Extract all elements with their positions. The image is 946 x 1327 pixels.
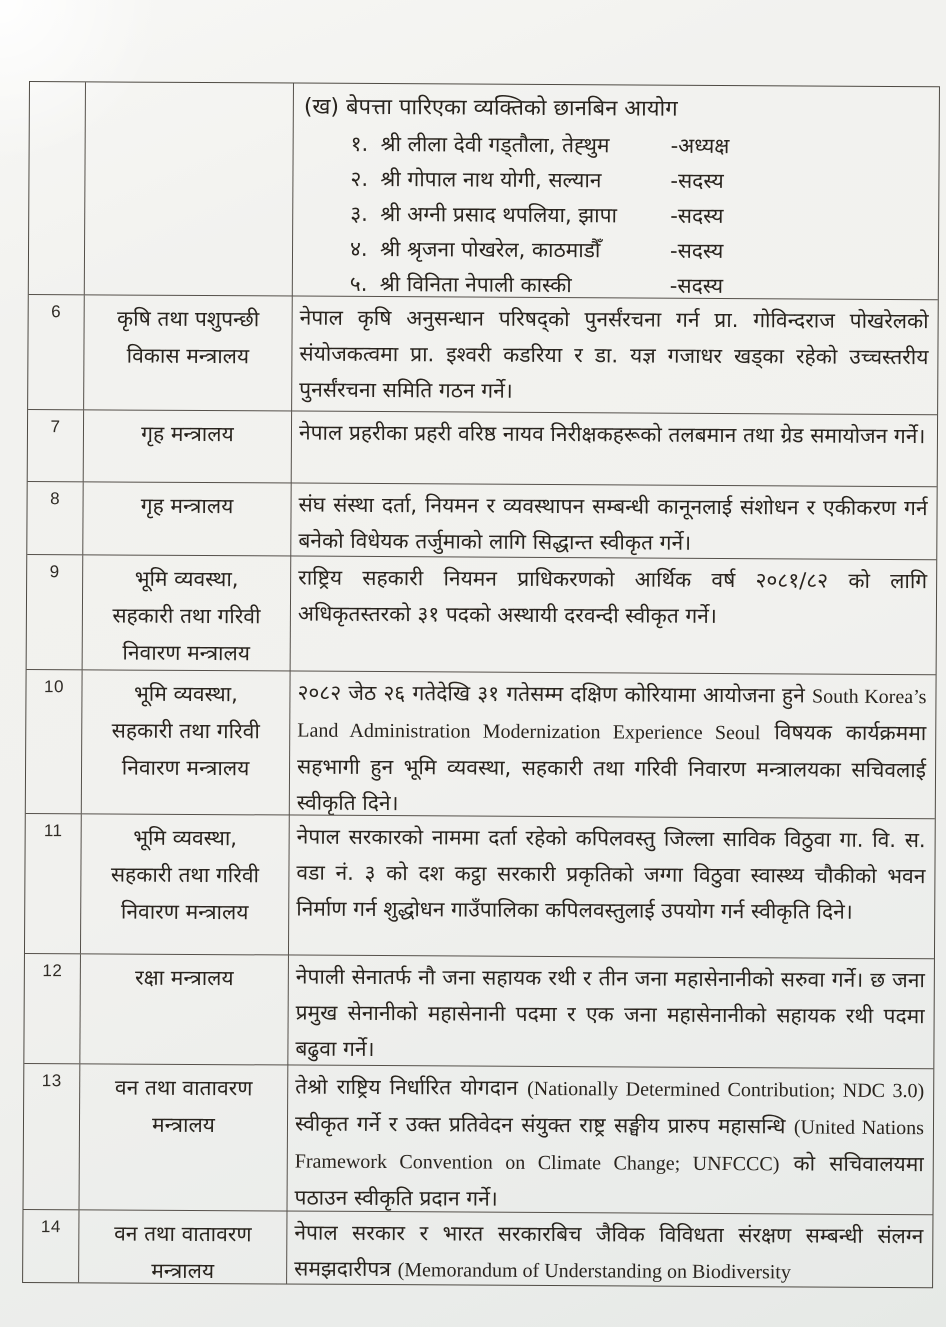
table-row xyxy=(26,669,936,818)
table-row xyxy=(27,554,937,674)
decision-text: नेपाल सरकारको नाममा दर्ता रहेको कपिलवस्तु जिल्ला साविक विठुवा गा. वि. स. वडा नं. ३ को दश कट्ठा सरकारी प्रकृतिको जग्गा विठुवा स्वास्थ्य चौकीको भवन निर्माण गर्न शुद्धोधन गाउँपालिका कपिलवस्तुलाई उपयोग गर्न स्वीकृति दिने। xyxy=(296,824,926,924)
member-role: -सदस्य xyxy=(670,203,724,229)
table-row xyxy=(28,409,937,486)
member-name: श्री विनिता नेपाली कास्की xyxy=(379,272,572,298)
decision-text: नेपाल कृषि अनुसन्धान परिषद्को पुनर्संरचना गर्न प्रा. गोविन्दराज पोखरेलको संयोजकत्वमा प्रा. इश्वरी कडरिया र डा. यज्ञ गजाधर खड्का रहेको उच्चस्तरीय पुनर्संरचना समिति गठन गर्ने। xyxy=(299,305,929,403)
row-number: 11 xyxy=(25,814,82,953)
table-row xyxy=(23,1209,932,1287)
row-number: 8 xyxy=(27,482,83,554)
member-name: श्री श्रृजना पोखरेल, काठमाडौँ xyxy=(379,237,601,263)
commission-member xyxy=(300,197,929,236)
decision-text: तेश्रो राष्ट्रिय निर्धारित योगदान (Nationally Determined Contribution; NDC 3.0) स्वीकृत गर्ने र उक्त प्रतिवेदन संयुक्त राष्ट्र सङ्घीय प्रारुप महासन्धि (United Nations Framework Convention on Climate Change; UNFCCC) को सचिवालयमा पठाउन स्वीकृति प्रदान गर्ने। xyxy=(294,1074,925,1211)
decision-text: संघ संस्था दर्ता, नियमन र व्यवस्थापन सम्बन्धी कानूनलाई संशोधन र एकीकरण गर्न बनेको विधेयक तर्जुमाको लागि सिद्धान्त स्वीकृत गर्ने। xyxy=(298,492,928,555)
commission-member xyxy=(300,232,929,271)
decision-table xyxy=(22,81,940,1288)
member-name: श्री लीला देवी गड्तौला, तेह्थुम xyxy=(380,132,610,158)
ministry-name: भूमि व्यवस्था, सहकारी तथा गरिवी निवारण मन्त्रालय xyxy=(82,670,291,814)
ministry-name: गृह मन्त्रालय xyxy=(83,482,291,555)
sn-cell-empty xyxy=(29,82,86,294)
row-number: 6 xyxy=(28,295,85,409)
ministry-name: गृह मन्त्रालय xyxy=(84,410,292,482)
table-row xyxy=(25,813,935,958)
commission-heading xyxy=(301,87,930,129)
commission-members xyxy=(300,125,930,300)
member-role: -सदस्य xyxy=(669,273,724,299)
member-number: ४. xyxy=(349,236,368,261)
table-row xyxy=(27,481,936,559)
member-number: २. xyxy=(350,166,369,191)
member-name: श्री अग्नी प्रसाद थपलिया, झापा xyxy=(380,202,618,228)
table-row xyxy=(24,953,934,1068)
ministry-cell-empty xyxy=(85,82,294,295)
commission-member xyxy=(301,127,930,166)
ministry-name: वन तथा वातावरण मन्त्रालय xyxy=(80,1064,289,1210)
table-row xyxy=(28,294,938,414)
commission-member xyxy=(300,162,929,201)
member-number: १. xyxy=(350,131,369,156)
row-number: 7 xyxy=(28,410,84,481)
ministry-name: भूमि व्यवस्था, सहकारी तथा गरिवी निवारण मन्त्रालय xyxy=(81,814,290,954)
member-number: ५. xyxy=(349,271,368,296)
commission-heading-label: (ख) xyxy=(303,94,340,120)
member-role: -सदस्य xyxy=(669,238,724,264)
row-number: 13 xyxy=(24,1064,81,1209)
commission-row xyxy=(29,82,939,299)
decision-text: नेपाल सरकार र भारत सरकारबिच जैविक विविधता संरक्षण सम्बन्धी संलग्न समझदारीपत्र (Memorandum of Understanding on Biodiversity xyxy=(294,1220,924,1284)
member-role: -सदस्य xyxy=(670,168,724,194)
decision-text: नेपाली सेनातर्फ नौ जना सहायक रथी र तीन जना महासेनानीको सरुवा गर्ने। छ जना प्रमुख सेनानीको महासेनानी पदमा र एक जना महासेनानीको सहायक रथी पदमा बढुवा गर्ने। xyxy=(295,964,925,1062)
commission-cell xyxy=(293,84,939,300)
commission-member xyxy=(300,267,929,300)
member-name: श्री गोपाल नाथ योगी, सल्यान xyxy=(380,167,602,193)
ministry-name: कृषि तथा पशुपन्छी विकास मन्त्रालय xyxy=(84,295,293,410)
commission-heading-title: बेपत्ता पारिएका व्यक्तिको छानबिन आयोग xyxy=(345,94,678,122)
row-number: 10 xyxy=(26,670,83,813)
decision-text: २०८२ जेठ २६ गतेदेखि ३१ गतेसम्म दक्षिण कोरियामा आयोजना हुने South Korea’s Land Administration Modernization Experience Seoul विषयक कार्यक्रममा सहभागी हुन भूमि व्यवस्था, सहकारी तथा गरिवी निवारण मन्त्रालयका सचिवलाई स्वीकृति दिने। xyxy=(296,680,927,816)
member-number: ३. xyxy=(350,201,368,226)
ministry-name: रक्षा मन्त्रालय xyxy=(80,954,289,1064)
row-number: 9 xyxy=(27,555,84,669)
row-number: 14 xyxy=(23,1210,79,1282)
table-row xyxy=(24,1063,934,1214)
decision-text: राष्ट्रिय सहकारी नियमन प्राधिकरणको आर्थिक वर्ष २०८१/८२ को लागि अधिकृतस्तरको ३१ पदको अस्थायी दरवन्दी स्वीकृत गर्ने। xyxy=(297,565,928,628)
decision-text: नेपाल प्रहरीका प्रहरी वरिष्ठ नायव निरीक्षकहरूको तलबमान तथा ग्रेड समायोजन गर्ने। xyxy=(298,420,926,449)
row-number: 12 xyxy=(24,954,81,1063)
ministry-name: भूमि व्यवस्था, सहकारी तथा गरिवी निवारण मन्त्रालय xyxy=(83,555,292,670)
member-role: -अध्यक्ष xyxy=(670,133,730,159)
ministry-name: वन तथा वातावरण मन्त्रालय xyxy=(79,1210,287,1283)
